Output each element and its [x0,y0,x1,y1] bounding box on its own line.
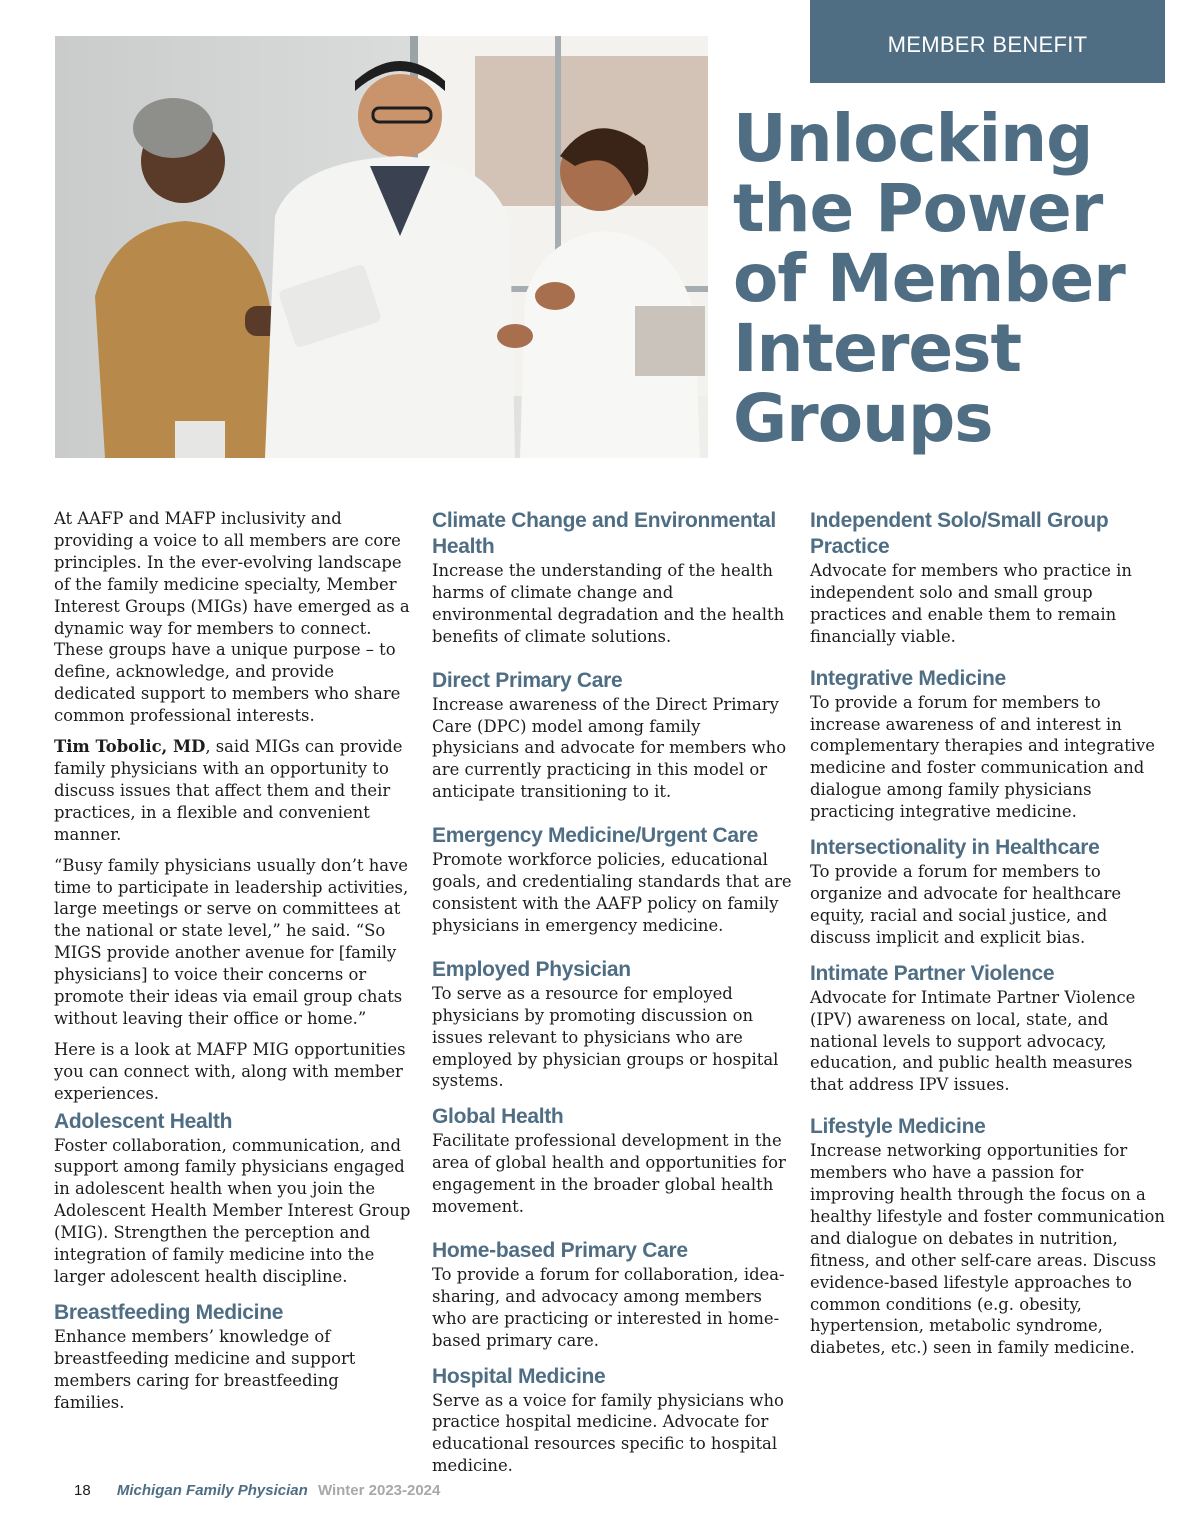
group-heading: Global Health [432,1105,564,1129]
group-integrative-medicine [810,666,1170,823]
speaker-name: Tim Tobolic, MD [54,737,206,757]
group-description: Increase awareness of the Direct Primary Care (DPC) model among family physicians and advocate for members who are currently practicing in this model or anticipate transitioning to it. [432,694,787,802]
group-description: Increase networking opportunities for members who have a passion for improving health through the focus on a healthy lifestyle and foster communication and dialogue on debates in nutrition, fitness, and other self-care areas. Discuss evidence-based lifestyle approaches to common conditions (e.g. obesity, hypertension, metabolic syndrome, diabetes, etc.) seen in family medicine. [810,1141,1165,1358]
group-climate-change [432,508,792,648]
group-heading: Hospital Medicine [432,1364,606,1388]
column-1 [54,508,414,1426]
group-heading: Home-based Primary Care [432,1238,688,1262]
quote-attribution-paragraph [54,736,414,846]
group-heading: Emergency Medicine/Urgent Care [432,824,758,848]
group-intersectionality [810,835,1170,949]
group-lifestyle-medicine [810,1114,1170,1359]
issue-label: Winter 2023-2024 [317,1482,441,1499]
group-heading: Intersectionality in Healthcare [810,836,1100,860]
group-description: Increase the understanding of the health harms of climate change and environmental degradation and the health benefits of climate solutions. [432,561,785,646]
group-description: To serve as a resource for employed physicians by promoting discussion on issues relevant to physicians who are employed by physician groups or hospital systems. [432,983,779,1091]
group-heading: Climate Change and Environmental Health [432,509,776,558]
quote-paragraph: “Busy family physicians usually don’t have time to participate in leadership activities, large meetings or serve on committees at the national or state level,” he said. “So MIGS provide another avenue for [family physicians] to voice their concerns or promote their ideas via email group chats without leaving their office or home.” [54,855,409,1028]
group-adolescent-health [54,1109,414,1288]
group-description: Facilitate professional development in the area of global health and opportunities for engagement in the broader global health movement. [432,1131,786,1217]
group-description: Advocate for members who practice in independent solo and small group practices and enable them to remain financially viable. [810,561,1132,646]
group-home-based-primary-care [432,1238,792,1352]
group-description: Enhance members’ knowledge of breastfeeding medicine and support members caring for breastfeeding families. [54,1326,356,1412]
group-heading: Intimate Partner Violence [810,961,1055,985]
group-direct-primary-care [432,668,792,804]
group-description: To provide a forum for members to organize and advocate for healthcare equity, racial and social justice, and discuss implicit and explicit bias. [810,862,1122,947]
group-heading: Employed Physician [432,957,631,981]
hero-photo [55,36,708,458]
group-description: Promote workforce policies, educational goals, and credentialing standards that are consistent with the AAFP policy on family physicians in emergency medicine. [432,850,792,935]
group-heading: Lifestyle Medicine [810,1115,986,1139]
page-footer [74,1482,440,1499]
member-benefit-banner: MEMBER BENEFIT [810,0,1165,83]
group-description: To provide a forum for members to increase awareness of and interest in complementary therapies and integrative medicine and foster communication and dialogue among family physicians practicing integrative medicine. [810,692,1155,822]
group-emergency-medicine [432,823,792,937]
group-heading: Independent Solo/Small Group Practice [810,509,1109,558]
column-3 [810,508,1170,1371]
group-employed-physician [432,957,792,1093]
group-hospital-medicine [432,1364,792,1478]
article-title: Unlocking the Power of Member Interest Groups [733,100,1125,457]
group-heading: Integrative Medicine [810,666,1006,690]
group-heading: Breastfeeding Medicine [54,1300,284,1324]
group-breastfeeding-medicine [54,1300,414,1414]
group-intimate-partner-violence [810,961,1170,1097]
column-2 [432,508,792,1489]
group-heading: Adolescent Health [54,1109,233,1133]
group-description: Foster collaboration, communication, and support among family physicians engaged in adolescent health when you join the Adolescent Health Member Interest Group (MIG). Strengthen the perception and integration of family medicine into the larger adolescent health discipline. [54,1135,411,1286]
group-global-health [432,1104,792,1218]
group-independent-solo-practice [810,508,1170,648]
attribution-text: , said MIGs can provide family physicians with an opportunity to discuss issues that affect them and their practices, in a flexible and convenient manner. [54,737,403,844]
publication-name: Michigan Family Physician [116,1482,308,1499]
page-number: 18 [74,1482,91,1499]
group-heading: Direct Primary Care [432,668,623,692]
group-description: To provide a forum for collaboration, idea-sharing, and advocacy among members who are practicing or interested in home-based primary care. [432,1264,785,1350]
lead-in-paragraph: Here is a look at MAFP MIG opportunities you can connect with, along with member experiences. [54,1039,406,1103]
group-description: Serve as a voice for family physicians who practice hospital medicine. Advocate for educational resources specific to hospital medicine. [432,1390,784,1476]
group-description: Advocate for Intimate Partner Violence (IPV) awareness on local, state, and national levels to support advocacy, education, and public health measures that address IPV issues. [810,987,1136,1095]
intro-paragraph: At AAFP and MAFP inclusivity and providing a voice to all members are core principles. In the ever-evolving landscape of the family medicine specialty, Member Interest Groups (MIGs) have emerged as a dynamic way for members to connect. These groups have a unique purpose – to define, acknowledge, and provide dedicated support to members who share common professional interests. [54,509,410,726]
